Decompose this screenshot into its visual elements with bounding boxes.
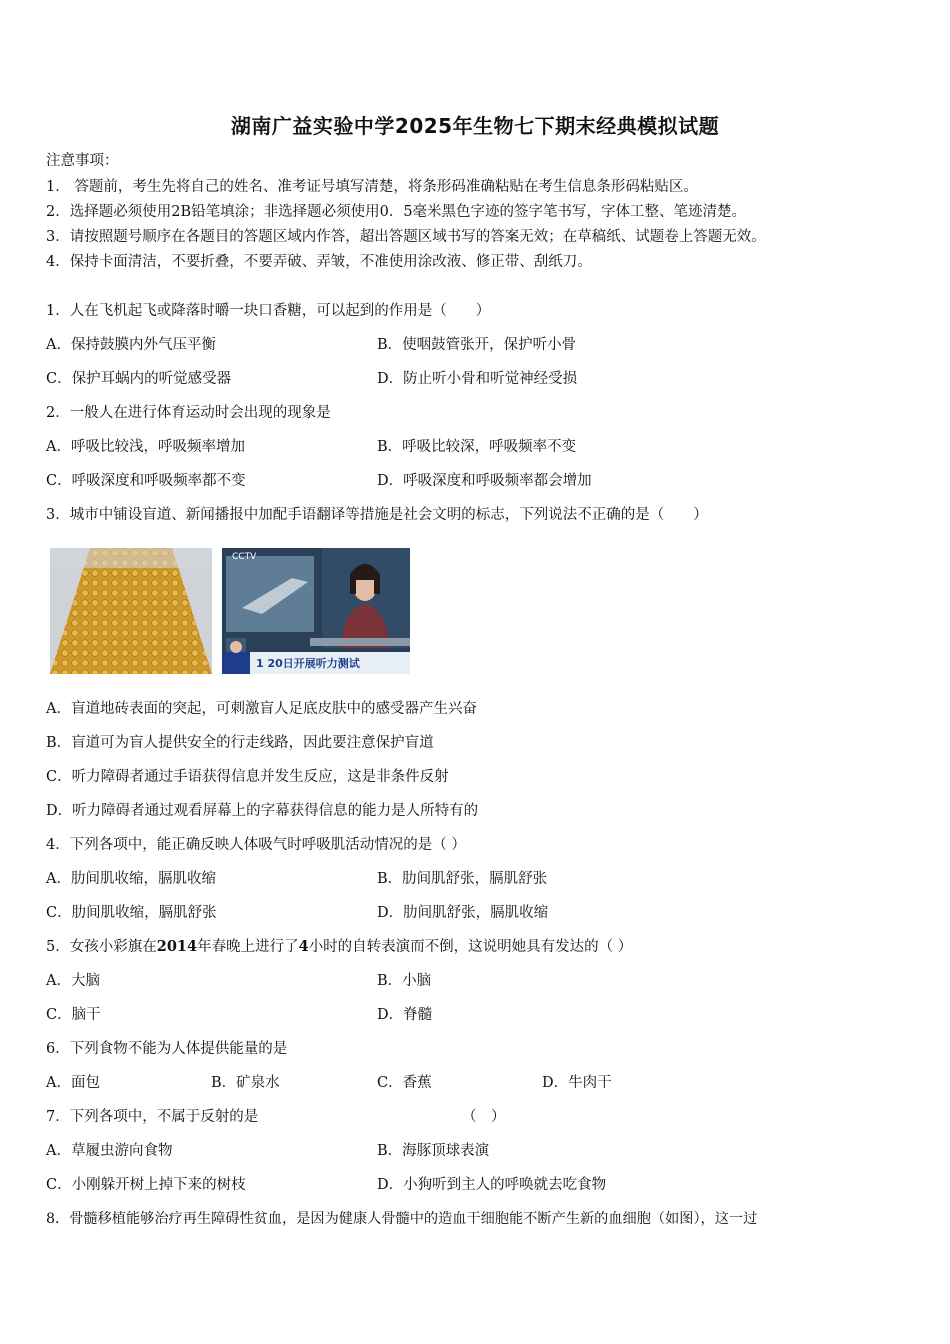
option-a: A．盲道地砖表面的突起，可刺激盲人足底皮肤中的感受器产生兴奋: [46, 701, 477, 717]
option-c: C．听力障碍者通过手语获得信息并发生反应，这是非条件反射: [46, 769, 449, 785]
option-d: D．牛肉干: [542, 1075, 612, 1091]
question-stem: 1．人在飞机起飞或降落时嚼一块口香糖，可以起到的作用是（ ）: [46, 303, 491, 319]
question-stem: 7．下列各项中，不属于反射的是: [46, 1109, 259, 1125]
option-b: B．矿泉水: [211, 1075, 280, 1091]
page-title: 湖南广益实验中学2025年生物七下期末经典模拟试题: [230, 114, 720, 138]
option-d: D．呼吸深度和呼吸频率都会增加: [377, 473, 592, 489]
answer-blank: （ ）: [462, 1109, 506, 1125]
stem-text: 年春晚上进行了: [197, 939, 299, 955]
option-c: C．呼吸深度和呼吸频率都不变: [46, 473, 246, 489]
option-c: C．脑干: [46, 1007, 101, 1023]
question-stem: 6．下列食物不能为人体提供能量的是: [46, 1041, 288, 1057]
option-b: B．盲道可为盲人提供安全的行走线路，因此要注意保护盲道: [46, 735, 434, 751]
question-stem: 3．城市中铺设盲道、新闻播报中加配手语翻译等措施是社会文明的标志，下列说法不正确的是（ ）: [46, 507, 708, 523]
option-b: B．使咽鼓管张开，保护听小骨: [377, 337, 577, 353]
stem-text: 小时的自转表演而不倒，这说明她具有发达的（ ）: [308, 939, 633, 955]
option-d: D．脊髓: [377, 1007, 433, 1023]
option-d: D．防止听小骨和听觉神经受损: [377, 371, 578, 387]
question-stem: 4．下列各项中，能正确反映人体吸气时呼吸肌活动情况的是（ ）: [46, 837, 466, 853]
notice-item: 1． 答题前，考生先将自己的姓名、准考证号填写清楚，将条形码准确粘贴在考生信息条形码粘贴区。: [46, 179, 698, 195]
option-c: C．肋间肌收缩，膈肌舒张: [46, 905, 217, 921]
option-b: B．海豚顶球表演: [377, 1143, 490, 1159]
question-stem: [46, 938, 632, 956]
option-b: B．肋间肌舒张，膈肌舒张: [377, 871, 548, 887]
option-a: A．大脑: [46, 973, 100, 989]
option-d: D．小狗听到主人的呼唤就去吃食物: [377, 1177, 607, 1193]
question-stem: 2．一般人在进行体育运动时会出现的现象是: [46, 405, 331, 421]
notice-item: 4．保持卡面清洁，不要折叠，不要弄破、弄皱，不准使用涂改液、修正带、刮纸刀。: [46, 254, 592, 270]
option-b: B．呼吸比较深，呼吸频率不变: [377, 439, 577, 455]
option-a: A．呼吸比较浅，呼吸频率增加: [46, 439, 245, 455]
news-caption: 1 20日开展听力测试: [256, 657, 360, 670]
news-broadcast-photo: [222, 548, 410, 674]
notice-heading: 注意事项：: [46, 153, 119, 169]
stem-number: 4: [298, 938, 309, 955]
option-a: A．保持鼓膜内外气压平衡: [46, 337, 216, 353]
option-a: A．肋间肌收缩，膈肌收缩: [46, 871, 216, 887]
option-c: C．保护耳蜗内的听觉感受器: [46, 371, 232, 387]
option-c: C．小刚躲开树上掉下来的树枝: [46, 1177, 246, 1193]
news-logo: CCTV: [232, 552, 257, 562]
option-d: D．肋间肌舒张，膈肌收缩: [377, 905, 549, 921]
option-c: C．香蕉: [377, 1075, 432, 1091]
question-stem: 8．骨髓移植能够治疗再生障碍性贫血，是因为健康人骨髓中的造血干细胞能不断产生新的血细胞（如图），这一过: [46, 1211, 758, 1227]
stem-year: 2014: [156, 938, 198, 955]
option-b: B．小脑: [377, 973, 432, 989]
tactile-paving-graphic: [50, 548, 212, 674]
option-d: D．听力障碍者通过观看屏幕上的字幕获得信息的能力是人所特有的: [46, 803, 479, 819]
notice-item: 2．选择题必须使用2B铅笔填涂；非选择题必须使用0．5毫米黑色字迹的签字笔书写，字体工整、笔迹清楚。: [46, 204, 747, 220]
option-a: A．面包: [46, 1075, 100, 1091]
option-a: A．草履虫游向食物: [46, 1143, 173, 1159]
notice-item: 3．请按照题号顺序在各题目的答题区域内作答，超出答题区域书写的答案无效；在草稿纸、试题卷上答题无效。: [46, 229, 766, 245]
stem-text: 5．女孩小彩旗在: [46, 939, 157, 955]
tactile-paving-photo: [50, 548, 212, 674]
